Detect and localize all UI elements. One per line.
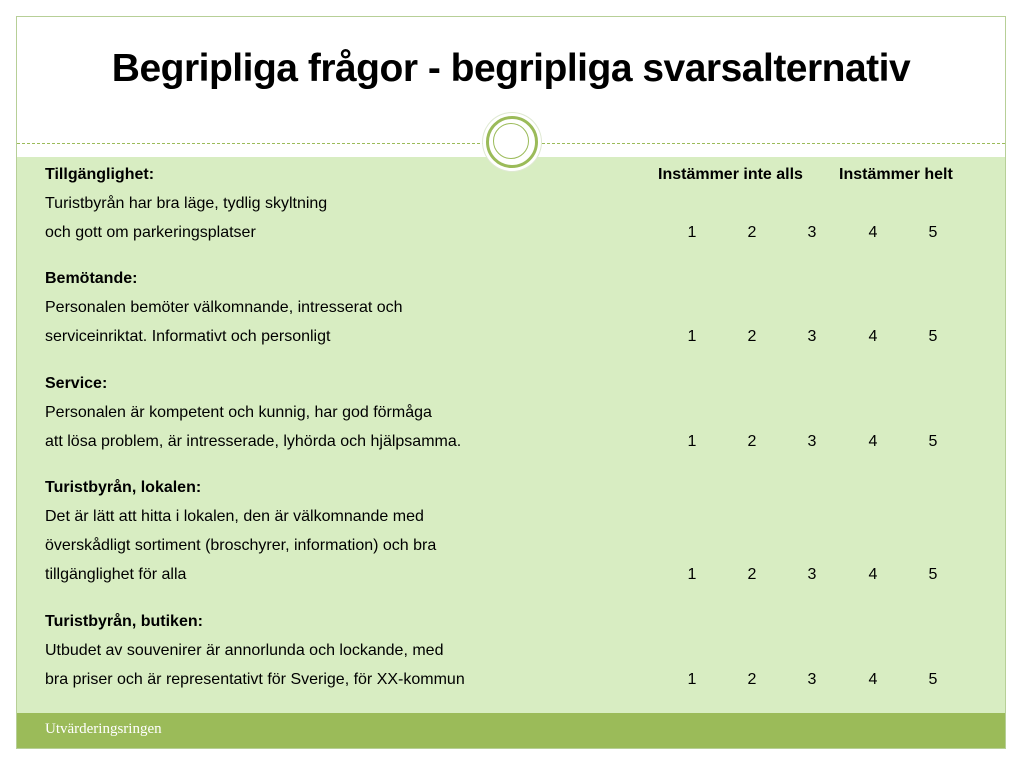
circle-ring: [486, 116, 538, 168]
section-text: och gott om parkeringsplatser: [45, 224, 256, 241]
section-heading: Bemötande:: [45, 270, 138, 287]
rating-option: 3: [807, 433, 817, 450]
slide: [16, 16, 1006, 749]
rating-option: 1: [687, 433, 697, 450]
section-heading: Service:: [45, 375, 108, 392]
rating-option: 3: [807, 328, 817, 345]
section-text: Det är lätt att hitta i lokalen, den är välkomnande med: [45, 508, 424, 525]
circle-inner-ring: [493, 123, 529, 159]
section-text: Utbudet av souvenirer är annorlunda och lockande, med: [45, 642, 444, 659]
rating-option: 2: [747, 328, 757, 345]
rating-option: 3: [807, 671, 817, 688]
rating-option: 4: [868, 671, 878, 688]
rating-option: 3: [807, 566, 817, 583]
scale-low-label: Instämmer inte alls: [658, 166, 803, 183]
content-area: [17, 157, 1005, 715]
rating-option: 2: [747, 433, 757, 450]
rating-option: 2: [747, 224, 757, 241]
rating-option: 1: [687, 566, 697, 583]
section-text: tillgänglighet för alla: [45, 566, 187, 583]
section-text: Turistbyrån har bra läge, tydlig skyltning: [45, 195, 328, 212]
decorative-circle-icon: [483, 113, 541, 171]
rating-option: 5: [928, 433, 938, 450]
rating-option: 4: [868, 328, 878, 345]
rating-option: 1: [687, 224, 697, 241]
rating-option: 4: [868, 224, 878, 241]
rating-option: 5: [928, 224, 938, 241]
rating-option: 1: [687, 671, 697, 688]
section-text: överskådligt sortiment (broschyrer, information) och bra: [45, 537, 437, 554]
section-text: Personalen bemöter välkomnande, intresserat och: [45, 299, 403, 316]
rating-option: 2: [747, 671, 757, 688]
section-heading: Turistbyrån, butiken:: [45, 613, 203, 630]
rating-option: 3: [807, 224, 817, 241]
section-text: Personalen är kompetent och kunnig, har god förmåga: [45, 404, 432, 421]
rating-option: 5: [928, 328, 938, 345]
section-text: serviceinriktat. Informativt och personligt: [45, 328, 331, 345]
rating-option: 4: [868, 566, 878, 583]
section-heading: Turistbyrån, lokalen:: [45, 479, 202, 496]
rating-option: 5: [928, 566, 938, 583]
section-text: bra priser och är representativt för Sverige, för XX-kommun: [45, 671, 465, 688]
rating-option: 4: [868, 433, 878, 450]
rating-option: 1: [687, 328, 697, 345]
slide-title: Begripliga frågor - begripliga svarsalternativ: [111, 47, 911, 90]
rating-option: 5: [928, 671, 938, 688]
footer-bar: [17, 713, 1005, 748]
footer-text: Utvärderingsringen: [45, 721, 162, 737]
scale-high-label: Instämmer helt: [839, 166, 953, 183]
section-heading: Tillgänglighet:: [45, 166, 155, 183]
section-text: att lösa problem, är intresserade, lyhörda och hjälpsamma.: [45, 433, 462, 450]
rating-option: 2: [747, 566, 757, 583]
